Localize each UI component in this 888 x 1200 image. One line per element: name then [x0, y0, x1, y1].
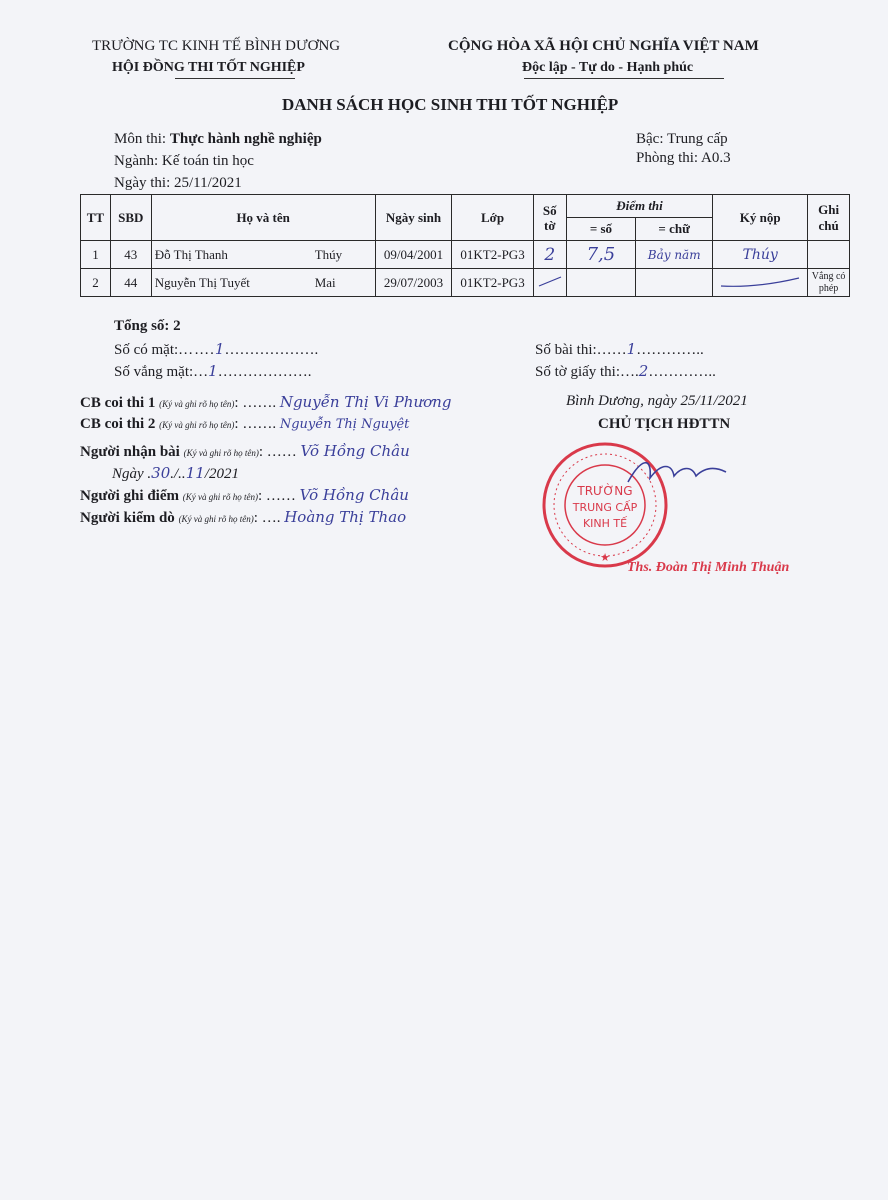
cell-last-name: Nguyễn Thị Tuyết: [154, 274, 250, 290]
header-class: Lớp: [452, 195, 533, 241]
header-sheets-line1: Số: [542, 202, 557, 218]
cell-note: Vắng có phép: [808, 269, 850, 297]
checker-line: Người kiểm dò (Ký và ghi rõ họ tên): …. Hoàng Thị Thao: [80, 508, 407, 526]
papers-count: Số bài thi:……1…………..: [535, 340, 704, 358]
present-count: Số có mặt:…….1……………….: [114, 340, 319, 358]
grader-line: Người ghi điểm (Ký và ghi rõ họ tên): …… Võ Hồng Châu: [80, 486, 409, 504]
header-sheets-line2: tờ: [543, 217, 556, 233]
signature-hint: (Ký và ghi rõ họ tên): [159, 420, 235, 430]
proctor2-label: CB coi thi 2: [80, 416, 156, 432]
cell-sheets: 2: [533, 241, 566, 269]
proctor1-signature: Nguyễn Thị Vi Phương: [279, 393, 452, 411]
header-sheets: [533, 195, 566, 241]
cell-sign: Thúy: [713, 241, 808, 269]
total-count: Tổng số: 2: [114, 318, 181, 334]
receive-year: /2021: [204, 466, 239, 482]
absent-value: 1: [208, 362, 218, 380]
table-row: [81, 241, 850, 269]
checker-label: Người kiểm dò: [80, 510, 175, 526]
papers-label: Số bài thi:: [535, 342, 597, 358]
present-value: 1: [214, 340, 225, 358]
cell-score-words: [636, 269, 713, 297]
table-header-row: [81, 195, 850, 218]
proctor2-line: CB coi thi 2 (Ký và ghi rõ họ tên): ……. Nguyễn Thị Nguyệt: [80, 416, 410, 432]
cell-sign: [713, 269, 808, 297]
header-name: Họ và tên: [151, 195, 375, 241]
header-tt: TT: [81, 195, 111, 241]
subject-label: Môn thi:: [114, 131, 167, 147]
stamp-text-line2: TRUNG CẤP: [572, 501, 638, 514]
cell-class: 01KT2-PG3: [452, 241, 533, 269]
cell-note: [808, 241, 850, 269]
school-name: TRƯỜNG TC KINH TẾ BÌNH DƯƠNG: [92, 38, 341, 54]
proctor2-signature: Nguyễn Thị Nguyệt: [279, 417, 410, 432]
chair-signature: [622, 452, 732, 492]
grader-label: Người ghi điểm: [80, 488, 179, 504]
absent-label: Số vắng mặt:: [114, 364, 194, 380]
receiver-line: Người nhận bài (Ký và ghi rõ họ tên): …… Võ Hồng Châu: [80, 442, 410, 460]
cell-score-number: [566, 269, 635, 297]
answer-sheets-value: 2: [638, 362, 649, 380]
chair-title: CHỦ TỊCH HĐTTN: [598, 416, 731, 432]
receive-date-line: Ngày .30./..11/2021: [112, 464, 239, 482]
cell-sheets: [533, 269, 566, 297]
header-score: Điểm thi: [566, 195, 712, 218]
header-sign: Ký nộp: [713, 195, 808, 241]
header-sbd: SBD: [110, 195, 151, 241]
cell-tt: 1: [81, 241, 111, 269]
header-underline-left: [175, 78, 295, 79]
receive-date-prefix: Ngày: [112, 466, 144, 482]
cell-sbd: 44: [110, 269, 151, 297]
slash-mark: [717, 272, 803, 290]
receiver-label: Người nhận bài: [80, 444, 180, 460]
signature-hint: (Ký và ghi rõ họ tên): [159, 399, 235, 409]
cell-tt: 2: [81, 269, 111, 297]
header-dob: Ngày sinh: [375, 195, 452, 241]
grader-signature: Võ Hồng Châu: [299, 486, 409, 504]
proctor1-label: CB coi thi 1: [80, 395, 156, 411]
receiver-signature: Võ Hồng Châu: [300, 442, 410, 460]
cell-name: [151, 269, 375, 297]
stamp-text-line1: TRƯỜNG: [577, 484, 633, 498]
subject-value: Thực hành nghề nghiệp: [169, 131, 322, 147]
signature-hint: (Ký và ghi rõ họ tên): [182, 492, 258, 502]
receive-month: 11: [185, 464, 205, 482]
header-note: Ghi chú: [808, 195, 850, 241]
present-label: Số có mặt:: [114, 342, 179, 358]
cell-class: 01KT2-PG3: [452, 269, 533, 297]
answer-sheets-count: Số tờ giấy thi:….2…………..: [535, 362, 716, 380]
document-title: DANH SÁCH HỌC SINH THI TỐT NGHIỆP: [282, 95, 619, 114]
place-date: Bình Dương, ngày 25/11/2021: [566, 393, 748, 409]
subject-line: [114, 131, 322, 148]
header-score-number: = số: [566, 218, 635, 241]
cell-dob: 29/07/2003: [375, 269, 452, 297]
national-motto: Độc lập - Tự do - Hạnh phúc: [522, 60, 694, 75]
major-line: Ngành: Kế toán tin học: [114, 153, 254, 169]
republic-name: CỘNG HÒA XÃ HỘI CHỦ NGHĨA VIỆT NAM: [448, 38, 759, 54]
proctor1-line: CB coi thi 1 (Ký và ghi rõ họ tên): ……. Nguyễn Thị Vi Phương: [80, 393, 452, 411]
table-row: [81, 269, 850, 297]
cell-first-name: Mai: [314, 274, 336, 290]
chair-name: Ths. Đoàn Thị Minh Thuận: [627, 560, 790, 575]
papers-value: 1: [626, 340, 637, 358]
student-roster-table: [80, 194, 850, 297]
cell-score-words: Bảy năm: [636, 241, 713, 269]
header-score-words: = chữ: [636, 218, 713, 241]
exam-date-line: Ngày thi: 25/11/2021: [114, 175, 242, 191]
cell-dob: 09/04/2001: [375, 241, 452, 269]
cell-name: [151, 241, 375, 269]
slash-mark: [537, 274, 563, 288]
receive-day: 30: [151, 464, 171, 482]
signature-hint: (Ký và ghi rõ họ tên): [178, 514, 254, 524]
stamp-text-line3: KINH TẾ: [582, 517, 628, 530]
signature-hint: (Ký và ghi rõ họ tên): [183, 448, 259, 458]
level-line: Bậc: Trung cấp: [636, 131, 728, 147]
absent-count: Số vắng mặt:…1……………….: [114, 362, 312, 380]
answer-sheets-label: Số tờ giấy thi:: [535, 364, 621, 380]
cell-score-number: 7,5: [566, 241, 635, 269]
cell-first-name: Thúy: [314, 246, 343, 262]
cell-last-name: Đỗ Thị Thanh: [154, 246, 228, 262]
stamp-star: ★: [600, 551, 610, 564]
council-name: HỘI ĐỒNG THI TỐT NGHIỆP: [112, 60, 305, 75]
cell-sbd: 43: [110, 241, 151, 269]
room-line: Phòng thi: A0.3: [636, 150, 731, 166]
header-underline-right: [524, 78, 724, 79]
checker-signature: Hoàng Thị Thao: [284, 508, 407, 526]
